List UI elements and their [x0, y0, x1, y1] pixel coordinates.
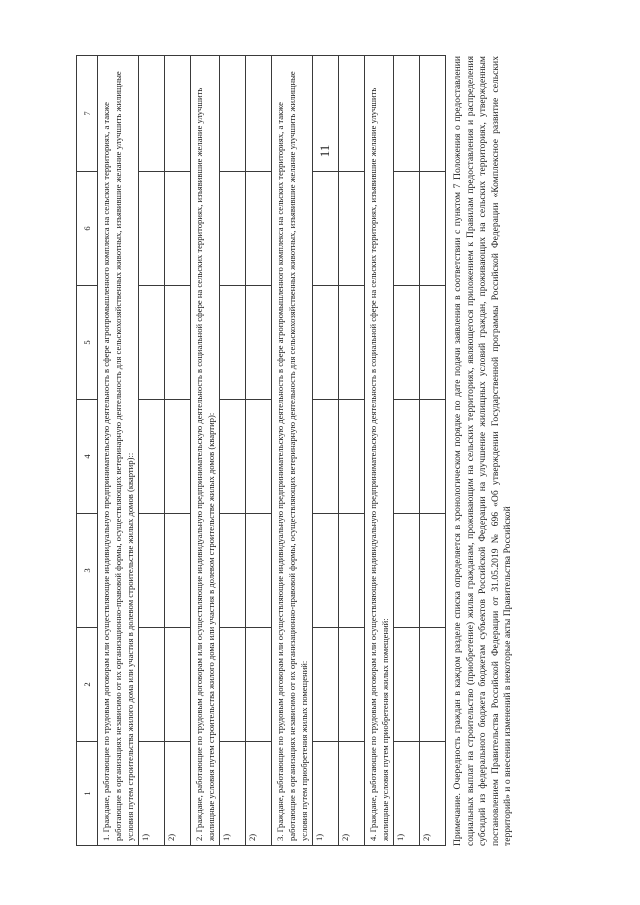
- page-number: 11: [317, 144, 332, 158]
- table-cell: [313, 286, 339, 400]
- table-cell: [139, 56, 165, 172]
- table-cell: [220, 56, 246, 172]
- table-cell: [246, 628, 272, 742]
- table-cell: [420, 400, 446, 514]
- section-row: [191, 56, 220, 846]
- section-row: [272, 56, 313, 846]
- table-cell: [339, 514, 365, 628]
- section-row: [365, 56, 394, 846]
- table-cell: [313, 56, 339, 172]
- section-title: 1. Граждане, работающие по трудовым договорам или осуществляющие индивидуальную предпринимательскую деятельность в сфере агропромышленного комплекса на сельских территориях, а также работающие в организациях независимо от их организационно-правовой формы, осуществляющих ветеринарную деятельность для сельскохозяйственных животных, изъявившие желание улучшить жилищные условия путем строительства жилого дома или участия в долевом строительстве жилых домов (квартир)::: [98, 56, 139, 846]
- table-row: [420, 56, 446, 846]
- row-number: 1): [220, 742, 246, 846]
- row-number: 1): [139, 742, 165, 846]
- table-cell: [394, 56, 420, 172]
- table-row: [313, 56, 339, 846]
- table-cell: [420, 172, 446, 286]
- table-cell: [165, 400, 191, 514]
- section-title: 3. Граждане, работающие по трудовым договорам или осуществляющие индивидуальную предпринимательскую деятельность в сфере агропромышленного комплекса на сельских территориях, а также работающие в организациях независимо от их организационно-правовой формы, осуществляющих ветеринарную деятельность для сельскохозяйственных животных, изъявившие желание улучшить жилищные условия путем приобретения жилых помещений:: [272, 56, 313, 846]
- table-cell: [139, 172, 165, 286]
- row-number: 2): [165, 742, 191, 846]
- header-cell: 1: [77, 742, 98, 846]
- header-cell: 5: [77, 286, 98, 400]
- table-cell: [220, 400, 246, 514]
- table-cell: [339, 56, 365, 172]
- table-cell: [139, 400, 165, 514]
- header-cell: 2: [77, 628, 98, 742]
- row-number: 1): [313, 742, 339, 846]
- table-row: [165, 56, 191, 846]
- section-title: 4. Граждане, работающие по трудовым договорам или осуществляющие индивидуальную предпринимательскую деятельность в социальной сфере на сельских территориях, изъявившие желание улучшить жилищные условия путем приобретения жилых помещений:: [365, 56, 394, 846]
- table-cell: [394, 172, 420, 286]
- table-cell: [420, 56, 446, 172]
- table-cell: [420, 514, 446, 628]
- table-row: [220, 56, 246, 846]
- table-cell: [220, 172, 246, 286]
- table-cell: [246, 56, 272, 172]
- table-row: [246, 56, 272, 846]
- table-cell: [139, 286, 165, 400]
- table-row: [139, 56, 165, 846]
- table-cell: [420, 286, 446, 400]
- footnote-text: Примечание. Очередность граждан в каждом разделе списка определяется в хронологическом порядке по дате подачи заявления в соответствии с пунктом 7 Положения о предоставлении социальных выплат на строительство (приобретение) жилья гражданам, проживающим на сельских территориях, являющегося приложением к Правилам предоставления и распределения субсидий из федерального бюджета бюджетам субъектов Российской Федерации на улучшение жилищных условий граждан, проживающих на сельских территориях, утвержденным постановлением Правительства Российской Федерации от 31.05.2019 № 696 «Об утверждении Государственной программы Российской Федерации «Комплексное развитие сельских территорий» и о внесении изменений в некоторые акты Правительства Российской: [452, 56, 514, 846]
- table-cell: [139, 628, 165, 742]
- table-cell: [165, 514, 191, 628]
- table-cell: [339, 286, 365, 400]
- table-cell: [165, 286, 191, 400]
- header-cell: 3: [77, 514, 98, 628]
- table-cell: [420, 628, 446, 742]
- table-cell: [339, 172, 365, 286]
- table-cell: [220, 628, 246, 742]
- header-cell: 6: [77, 172, 98, 286]
- table-cell: [139, 514, 165, 628]
- table-header-row: [77, 56, 98, 846]
- section-title: 2. Граждане, работающие по трудовым договорам или осуществляющие индивидуальную предпринимательскую деятельность в социальной сфере на сельских территориях, изъявившие желание улучшить жилищные условия путем строительства жилого дома или участия в долевом строительстве жилых домов (квартир):: [191, 56, 220, 846]
- table-cell: [339, 628, 365, 742]
- table-cell: [165, 628, 191, 742]
- header-cell: 4: [77, 400, 98, 514]
- table-row: [339, 56, 365, 846]
- table-cell: [394, 286, 420, 400]
- table-cell: [394, 628, 420, 742]
- table-cell: [246, 172, 272, 286]
- table-cell: [165, 56, 191, 172]
- row-number: 1): [394, 742, 420, 846]
- table-cell: [313, 628, 339, 742]
- table-cell: [313, 400, 339, 514]
- table-cell: [220, 286, 246, 400]
- row-number: 2): [246, 742, 272, 846]
- row-number: 2): [339, 742, 365, 846]
- header-cell: 7: [77, 56, 98, 172]
- rotated-page-content: [76, 56, 556, 846]
- table-cell: [339, 400, 365, 514]
- table-cell: [394, 400, 420, 514]
- section-row: [98, 56, 139, 846]
- table-cell: [313, 172, 339, 286]
- row-number: 2): [420, 742, 446, 846]
- table-cell: [165, 172, 191, 286]
- table-cell: [220, 514, 246, 628]
- applicants-table: [76, 55, 446, 846]
- table-row: [394, 56, 420, 846]
- table-cell: [246, 514, 272, 628]
- table-cell: [394, 514, 420, 628]
- table-cell: [246, 286, 272, 400]
- table-cell: [246, 400, 272, 514]
- table-cell: [313, 514, 339, 628]
